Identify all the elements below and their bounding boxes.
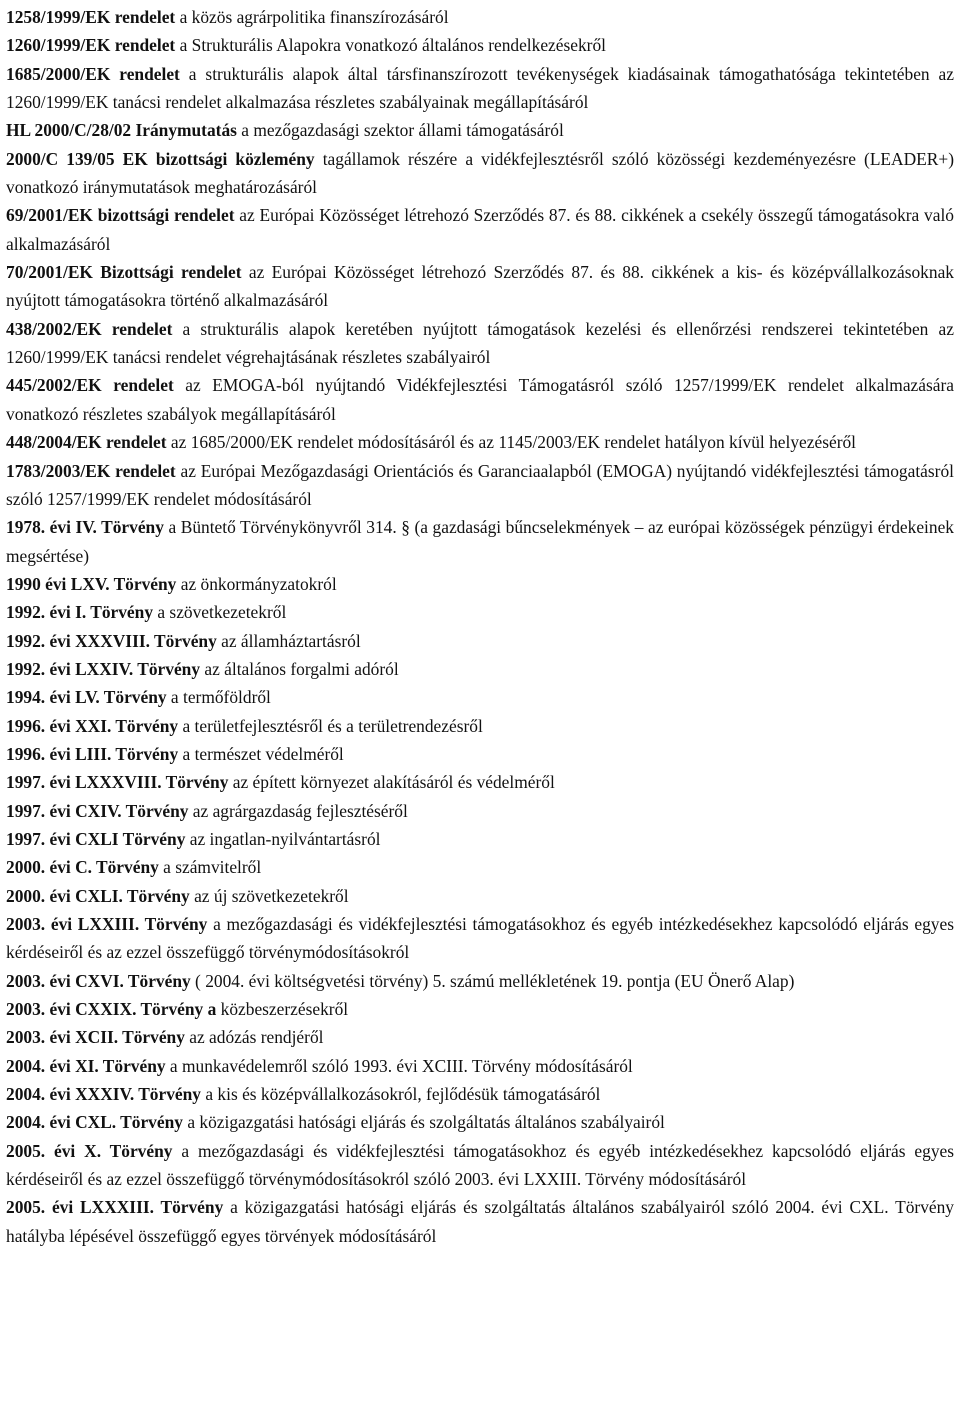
entry-description: az önkormányzatokról (176, 573, 337, 594)
list-item (6, 683, 954, 711)
entry-reference: 448/2004/EK rendelet (6, 432, 167, 453)
entry-description: az Európai Közösséget létrehozó Szerződés 87. és 88. cikkének a csekély összegű támogatásokra való alkalmazásáról (6, 205, 954, 254)
list-item (6, 1108, 954, 1136)
entry-reference: 1978. évi IV. Törvény (6, 517, 164, 538)
entry-reference: 445/2002/EK rendelet (6, 375, 174, 396)
entry-description: a közigazgatási hatósági eljárás és szolgáltatás általános szabályairól (182, 1112, 665, 1133)
list-item (6, 797, 954, 825)
list-item (6, 457, 954, 514)
list-item (6, 995, 954, 1023)
entry-description: a szövetkezetekről (153, 602, 287, 623)
list-item (6, 570, 954, 598)
entry-reference: 1685/2000/EK rendelet (6, 63, 180, 84)
list-item (6, 967, 954, 995)
list-item (6, 3, 954, 31)
entry-reference: 2004. évi XXXIV. Törvény (6, 1084, 202, 1105)
entry-reference: 1997. évi CXLI Törvény (6, 828, 186, 849)
list-item (6, 768, 954, 796)
entry-reference: 2003. évi CXVI. Törvény (6, 970, 191, 991)
entry-description: a termőföldről (166, 687, 271, 708)
list-item (6, 371, 954, 428)
entry-description: közbeszerzésekről (216, 999, 349, 1020)
entry-description: a kis és középvállalkozásokról, fejlődésük támogatásáról (201, 1084, 601, 1105)
list-item (6, 60, 954, 117)
entry-reference: 1996. évi LIII. Törvény (6, 743, 179, 764)
list-item (6, 1193, 954, 1250)
entry-reference: 2003. évi LXXIII. Törvény (6, 914, 208, 934)
entry-description: ( 2004. évi költségvetési törvény) 5. számú mellékletének 19. pontja (EU Önerő Alap) (190, 970, 795, 991)
list-item (6, 825, 954, 853)
entry-reference: 1258/1999/EK rendelet (6, 7, 176, 27)
entry-description: a számvitelről (158, 857, 262, 878)
list-item (6, 31, 954, 59)
entry-reference: 2003. évi XCII. Törvény (6, 1027, 185, 1048)
list-item (6, 1023, 954, 1051)
entry-reference: 1990 évi LXV. Törvény (6, 573, 177, 594)
entry-reference: 1996. évi XXI. Törvény (6, 715, 179, 736)
entry-reference: 2000. évi C. Törvény (6, 857, 159, 878)
entry-reference: 1994. évi LV. Törvény (6, 687, 167, 708)
list-item (6, 853, 954, 881)
entry-description: az EMOGA-ból nyújtandó Vidékfejlesztési Támogatásról szóló 1257/1999/EK rendelet alkalmazására vonatkozó részletes szabályok megállapításáról (6, 375, 954, 424)
entry-reference: 2004. évi CXL. Törvény (6, 1112, 183, 1133)
entry-description: az általános forgalmi adóról (200, 658, 399, 679)
entry-description: az adózás rendjéről (184, 1027, 324, 1048)
entry-description: az agrárgazdaság fejlesztéséről (188, 800, 408, 821)
list-item (6, 145, 954, 202)
list-item (6, 428, 954, 456)
list-item (6, 655, 954, 683)
entry-reference: 2000/C 139/05 EK bizottsági közlemény (6, 148, 315, 169)
list-item (6, 1080, 954, 1108)
entry-description: az új szövetkezetekről (189, 885, 349, 906)
entry-description: a mezőgazdasági szektor állami támogatásáról (236, 120, 564, 141)
entry-description: a strukturális alapok által társfinanszírozott tevékenységek kiadásainak támogathatósága tekintetében az 1260/1999/EK tanácsi rendelet alkalmazása részletes szabályainak megállapításáról (6, 63, 954, 113)
list-item (6, 882, 954, 910)
entry-description: a közös agrárpolitika finanszírozásáról (175, 7, 449, 27)
entry-description: az államháztartásról (216, 630, 361, 651)
entry-reference: 70/2001/EK Bizottsági rendelet (6, 262, 242, 283)
list-item (6, 1137, 954, 1194)
entry-reference: 1260/1999/EK rendelet (6, 35, 176, 56)
list-item (6, 740, 954, 768)
entry-description: a strukturális alapok keretében nyújtott támogatások kezelési és ellenőrzési rendszerei tekintetében az 1260/1999/EK tanácsi rendelet végrehajtásának részletes szabályairól (6, 318, 954, 368)
list-item (6, 513, 954, 570)
entry-reference: 2003. évi CXXIX. Törvény a (6, 999, 217, 1020)
entry-description: a mezőgazdasági és vidékfejlesztési támogatásokhoz és egyéb intézkedésekhez kapcsolódó eljárás egyes kérdéseiről és az ezzel összefüggő törvénymódosításokról (6, 914, 954, 963)
legal-reference-list (6, 3, 954, 1250)
list-item (6, 1052, 954, 1080)
entry-description: a munkavédelemről szóló 1993. évi XCIII. Törvény módosításáról (165, 1055, 633, 1076)
entry-reference: 1992. évi I. Törvény (6, 602, 154, 623)
entry-description: a területfejlesztésről és a területrendezésről (178, 715, 483, 736)
list-item (6, 116, 954, 144)
list-item (6, 258, 954, 315)
entry-reference: 1992. évi LXXIV. Törvény (6, 658, 201, 679)
entry-description: az 1685/2000/EK rendelet módosításáról és az 1145/2003/EK rendelet hatályon kívül helyezéséről (166, 432, 857, 453)
entry-reference: HL 2000/C/28/02 Iránymutatás (6, 120, 237, 141)
entry-description: a Strukturális Alapokra vonatkozó általános rendelkezésekről (175, 35, 606, 56)
entry-description: az Európai Közösséget létrehozó Szerződés 87. és 88. cikkének a kis- és középvállalkozásoknak nyújtott támogatásokra történő alkalmazásáról (6, 262, 954, 311)
list-item (6, 910, 954, 967)
entry-description: a természet védelméről (178, 743, 344, 764)
entry-description: az Európai Mezőgazdasági Orientációs és Garanciaalapból (EMOGA) nyújtandó vidékfejlesztési támogatásról szóló 1257/1999/EK rendelet módosításáról (6, 460, 954, 509)
entry-reference: 2000. évi CXLI. Törvény (6, 885, 190, 906)
entry-reference: 2005. évi LXXXIII. Törvény (6, 1197, 224, 1218)
entry-reference: 1783/2003/EK rendelet (6, 460, 176, 481)
list-item (6, 627, 954, 655)
entry-description: a közigazgatási hatósági eljárás és szolgáltatás általános szabályairól szóló 2004. évi CXL. Törvény hatályba lépésével összefüggő egyes törvények módosításáról (6, 1197, 955, 1246)
list-item (6, 315, 954, 372)
entry-reference: 1997. évi LXXXVIII. Törvény (6, 772, 229, 793)
entry-description: tagállamok részére a vidékfejlesztésről szóló közösségi kezdeményezésre (LEADER+) vonatkozó iránymutatások meghatározásáról (6, 148, 954, 198)
list-item (6, 712, 954, 740)
entry-reference: 69/2001/EK bizottsági rendelet (6, 205, 235, 226)
entry-reference: 438/2002/EK rendelet (6, 318, 173, 339)
list-item (6, 201, 954, 258)
entry-description: a Büntető Törvénykönyvről 314. § (a gazdasági bűncselekmények – az európai közösségek pénzügyi érdekeinek megsértése) (6, 517, 954, 566)
entry-description: a mezőgazdasági és vidékfejlesztési támogatásokhoz és egyéb intézkedésekhez kapcsolódó eljárás egyes kérdéseiről és az ezzel összefüggő törvénymódosításokról szóló 2003. évi LXXIII. Törvény módosításáról (6, 1140, 954, 1190)
entry-reference: 1997. évi CXIV. Törvény (6, 800, 189, 821)
entry-description: az ingatlan-nyilvántartásról (185, 828, 381, 849)
entry-reference: 2005. évi X. Törvény (6, 1140, 173, 1161)
entry-reference: 1992. évi XXXVIII. Törvény (6, 630, 217, 651)
list-item (6, 598, 954, 626)
entry-reference: 2004. évi XI. Törvény (6, 1055, 166, 1076)
entry-description: az épített környezet alakításáról és védelméről (228, 772, 555, 793)
